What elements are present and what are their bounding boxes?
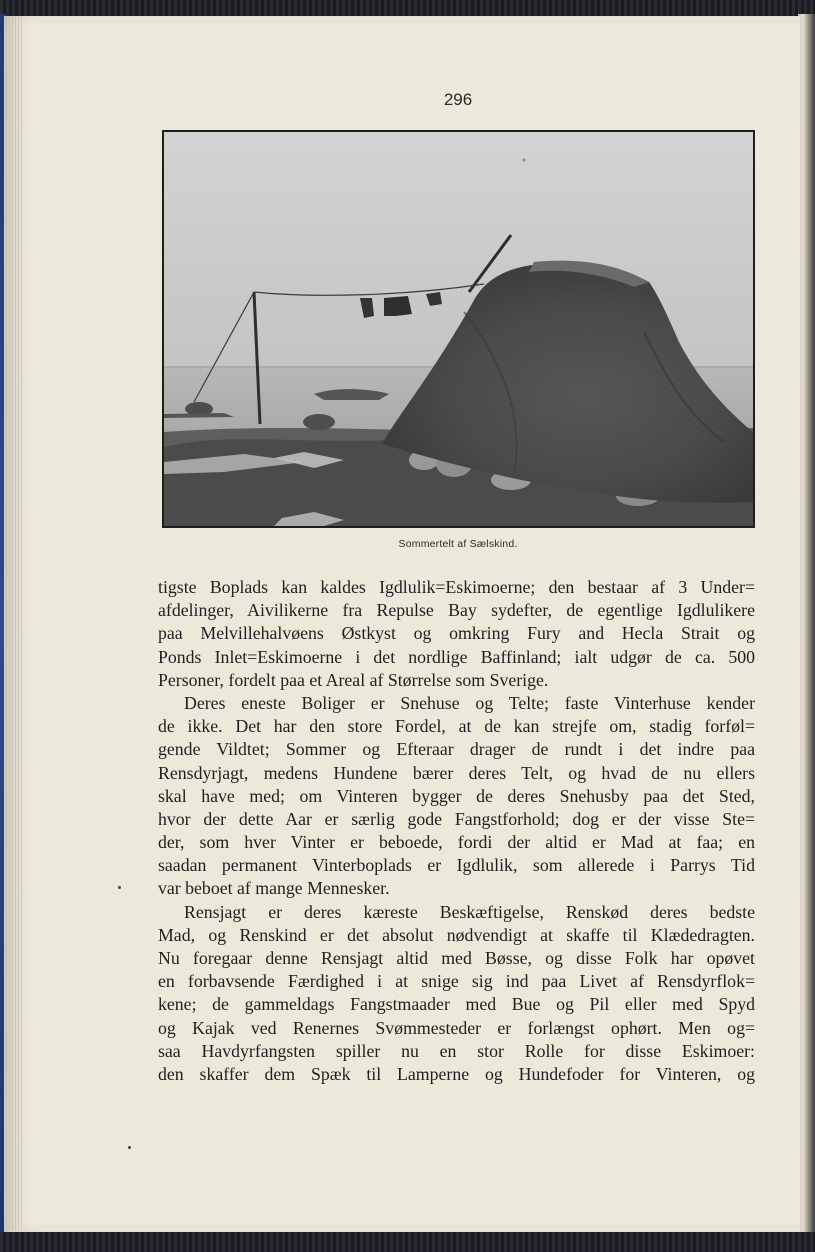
text-line: den skaffer dem Spæk til Lamperne og Hundefoder for Vinteren, og [158, 1063, 755, 1084]
body-text [158, 576, 755, 1086]
page-number: 296 [443, 90, 473, 109]
figure-caption: Sommertelt af Sælskind. [398, 538, 518, 550]
text-line: tigste Boplads kan kaldes Igdlulik=Eskimoerne; den bestaar af 3 Under= [158, 577, 755, 597]
text-line: hvor der dette Aar er særlig gode Fangstforhold; dog er der visse Ste= [158, 808, 755, 829]
text-line: Rensjagt er deres kæreste Beskæftigelse, Renskød deres bedste [184, 901, 755, 922]
text-line: saadan permanent Vinterboplads er Igdlulik, som allerede i Parrys Tid [158, 855, 755, 876]
text-line: Rensdyrjagt, medens Hundene bærer deres Telt, og hvad de nu ellers [158, 762, 755, 783]
tent-photo-illustration [164, 132, 753, 526]
text-line: Personer, fordelt paa et Areal af Størrelse som Sverige. [158, 669, 549, 690]
text-line: skal have med; om Vinteren bygger de deres Snehusby paa det Sted, [158, 785, 755, 806]
text-line: og Kajak ved Renernes Svømmesteder er forlængst ophørt. Men og= [158, 1017, 755, 1038]
text-line: Ponds Inlet=Eskimoerne i det nordlige Baffinland; ialt udgør de ca. 500 [158, 646, 755, 667]
text-line: afdelinger, Aivilikerne fra Repulse Bay sydefter, de egentlige Igdlulikere [158, 600, 755, 621]
page-stack-edge [6, 16, 22, 1230]
text-line: Mad, og Renskind er det absolut nødvendigt at skaffe til Klædedragten. [158, 924, 755, 945]
book-page-edge-right [798, 14, 815, 1236]
text-line: en forbavsende Færdighed i at snige sig ind paa Livet af Rensdyrflok= [158, 971, 755, 992]
book-binding-bottom [0, 1232, 815, 1252]
figure-photograph [162, 130, 755, 528]
text-line: Nu foregaar denne Rensjagt altid med Bøsse, og disse Folk har opøvet [158, 948, 755, 968]
text-line: der, som hver Vinter er beboede, fordi der altid er Mad at faa; en [158, 832, 755, 853]
margin-speck [118, 886, 121, 889]
text-line: Deres eneste Boliger er Snehuse og Telte; faste Vinterhuse kender [184, 692, 755, 713]
text-line: gende Vildtet; Sommer og Efteraar drager de rundt i det indre paa [158, 739, 755, 760]
text-line: saa Havdyrfangsten spiller nu en stor Rolle for disse Eskimoer: [158, 1040, 755, 1061]
text-line: var beboet af mange Mennesker. [158, 878, 390, 899]
text-line: paa Melvillehalvøens Østkyst og omkring Fury and Hecla Strait og [158, 623, 755, 644]
text-line: de ikke. Det har den store Fordel, at de kan strejfe om, stadig forføl= [158, 716, 755, 737]
margin-speck [128, 1146, 131, 1149]
text-line: kene; de gammeldags Fangstmaader med Bue og Pil eller med Spyd [158, 994, 755, 1015]
